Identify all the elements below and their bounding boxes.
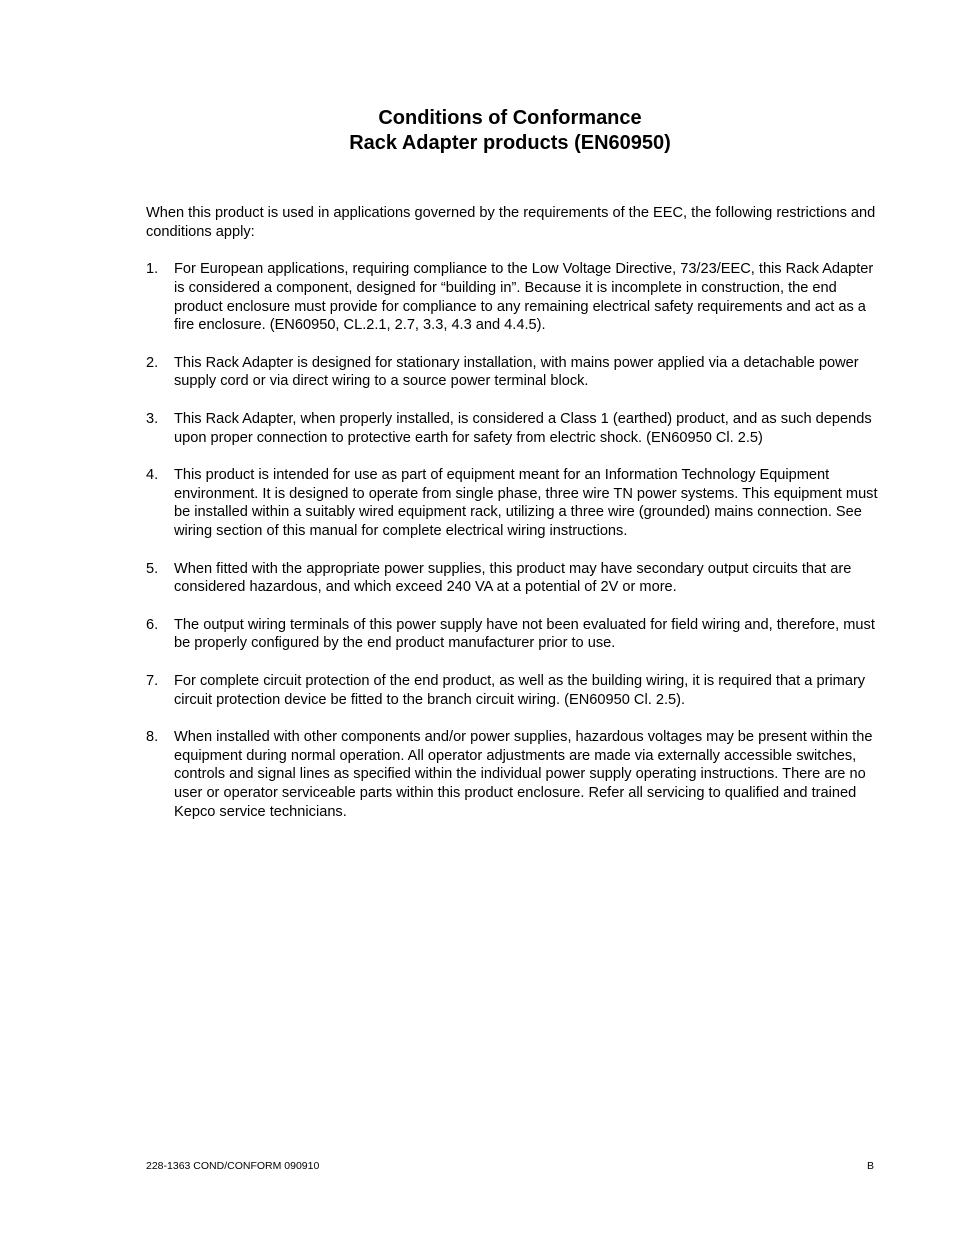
condition-number: 1. (146, 261, 159, 277)
condition-number: 5. (146, 560, 159, 577)
condition-number: 2. (146, 354, 159, 371)
conditions-list (146, 260, 886, 840)
condition-number: 6. (146, 616, 159, 633)
condition-text: This Rack Adapter, when properly installed, is considered a Class 1 (earthed) product, and as such depends upon proper connection to protective earth for safety from electric shock. (EN60950 Cl. 2.5) (174, 410, 872, 446)
footer-document-id: 228-1363 COND/CONFORM 090910 (146, 1160, 320, 1172)
intro-paragraph: When this product is used in applications governed by the requirements of the EEC, the following restrictions and conditions apply: (146, 205, 876, 240)
condition-item (146, 466, 886, 541)
title-line-1: Conditions of Conformance (378, 107, 642, 129)
condition-text: When installed with other components and/or power supplies, hazardous voltages may be present within the equipment during normal operation. All operator adjustments are made via externally accessible switches, controls and signal lines as specified within the individual power supply operating instructions. There are no user or operator serviceable parts within this product enclosure. Refer all servicing to qualified and trained Kepco service technicians. (174, 728, 873, 821)
condition-item (146, 260, 886, 335)
condition-text: When fitted with the appropriate power supplies, this product may have secondary output circuits that are considered hazardous, and which exceed 240 VA at a potential of 2V or more. (174, 560, 852, 596)
condition-text: The output wiring terminals of this power supply have not been evaluated for field wiring and, therefore, must be properly configured by the end product manufacturer prior to use. (174, 616, 875, 652)
condition-text: For European applications, requiring compliance to the Low Voltage Directive, 73/23/EEC, this Rack Adapter is considered a component, designed for “building in”. Because it is incomplete in construction, the end product enclosure must provide for compliance to any remaining electrical safety requirements and act as a fire enclosure. (EN60950, CL.2.1, 2.7, 3.3, 4.3 and 4.4.5). (174, 261, 874, 334)
condition-item (146, 728, 886, 822)
title-line-2: Rack Adapter products (EN60950) (349, 132, 671, 154)
condition-number: 8. (146, 728, 159, 745)
condition-number: 4. (146, 466, 159, 483)
condition-text: For complete circuit protection of the end product, as well as the building wiring, it is required that a primary circuit protection device be fitted to the branch circuit wiring. (EN60950 Cl. 2.5). (174, 672, 866, 708)
footer-revision: B (867, 1160, 875, 1172)
page-title (0, 106, 954, 156)
condition-item (146, 410, 886, 448)
condition-item (146, 560, 886, 598)
condition-item (146, 616, 886, 654)
condition-text: This Rack Adapter is designed for stationary installation, with mains power applied via a detachable power supply cord or via direct wiring to a source power terminal block. (174, 354, 859, 390)
condition-number: 3. (146, 410, 159, 427)
condition-number: 7. (146, 672, 159, 689)
condition-item (146, 672, 886, 710)
condition-item (146, 354, 886, 392)
condition-text: This product is intended for use as part of equipment meant for an Information Technology Equipment environment. It is designed to operate from single phase, three wire TN power systems. This equipment must be installed within a suitably wired equipment rack, utilizing a three wire (grounded) mains connection. See wiring section of this manual for complete electrical wiring instructions. (174, 466, 878, 540)
